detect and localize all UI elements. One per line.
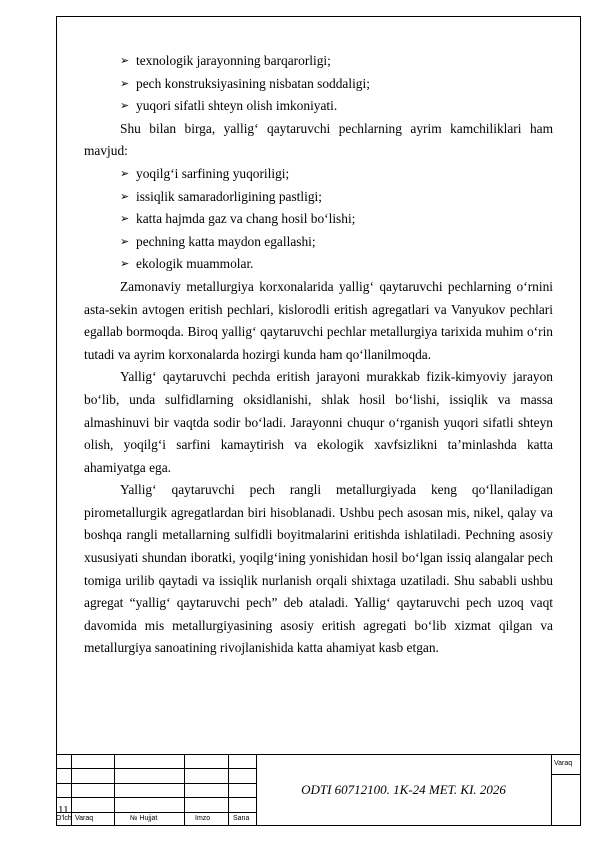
sheet-label: Varaq: [554, 760, 573, 767]
col-hujjat-label: № Hujjat: [130, 815, 158, 822]
list-item: ➢ yoqilg‘i sarfining yuqoriligi;: [84, 163, 553, 186]
paragraph: Shu bilan birga, yallig‘ qaytaruvchi pechlarning ayrim kamchiliklari ham mavjud:: [84, 120, 553, 159]
sheet-number: 11: [58, 804, 69, 816]
paragraph: Yallig‘ qaytaruvchi pechda eritish jarayoni murakkab fizik-kimyoviy jarayon bo‘lib, unda sulfidlarning oksidlanishi, shlak hosil bo‘lishi, issiqlik va massa almashinuvi bir vaqtda sodir bo‘ladi. Jarayonni chuqur o‘rganish yuqori sifatli shteyn olish, yoqilg‘i sarfini kamaytirish va ekologik xavfsizlikni ta’minlashda katta ahamiyatga ega.: [84, 369, 553, 475]
arrow-bullet-icon: ➢: [120, 235, 130, 248]
list-item: ➢ texnologik jarayonning barqarorligi;: [84, 50, 553, 73]
arrow-bullet-icon: ➢: [120, 190, 130, 203]
col-olch-label: O'lch: [56, 815, 72, 822]
paragraph: Zamonaviy metallurgiya korxonalarida yallig‘ qaytaruvchi pechlarning o‘rnini asta-sekin avtogen eritish pechlari, kislorodli eritish agregatlari va Vanyukov pechlari egallab bormoqda. Biroq yallig‘ qaytaruvchi pechlar metallurgiya tarixida muhim o‘rin tutadi va ayrim korxonalarda hozirgi kunda ham qo‘llanilmoqda.: [84, 278, 553, 362]
list-item: ➢ katta hajmda gaz va chang hosil bo‘lishi;: [84, 208, 553, 231]
col-varaq-label: Varaq: [75, 815, 94, 822]
list-item: ➢ pechning katta maydon egallashi;: [84, 231, 553, 254]
list-item: ➢ issiqlik samaradorligining pastligi;: [84, 186, 553, 209]
arrow-bullet-icon: ➢: [120, 258, 130, 271]
arrow-bullet-icon: ➢: [120, 100, 130, 113]
col-sana-label: Sana: [233, 815, 250, 822]
col-imzo-label: Imzo: [195, 815, 211, 822]
arrow-bullet-icon: ➢: [120, 167, 130, 180]
disadvantages-list: [84, 163, 553, 276]
arrow-bullet-icon: ➢: [120, 213, 130, 226]
arrow-bullet-icon: ➢: [120, 77, 130, 90]
paragraph: Yallig‘ qaytaruvchi pech rangli metallurgiyada keng qo‘llaniladigan pirometallurgik agregatlardan biri hisoblanadi. Ushbu pech asosan mis, nikel, qalay va boshqa rangli metallarning sulfidli boyitmalarini eritishda ishlatiladi. Pechning asosiy xususiyati shundan iboratki, yoqilg‘ining yonishidan hosil bo‘lgan issiq alangalar pech tomiga urilib qaytadi va issiqlik nurlanish orqali shixtaga uzatiladi. Shu sababli ushbu agregat “yallig‘ qaytaruvchi pech” deb ataladi. Yallig‘ qaytaruvchi pech uzoq vaqt davomida mis metallurgiyasining asosiy eritish agregati bo‘lib xizmat qilgan va metallurgiya sanoatining rivojlanishida katta ahamiyat kasb etgan.: [84, 482, 553, 656]
document-body: [84, 50, 553, 660]
title-block: [56, 754, 581, 826]
list-item: ➢ yuqori sifatli shteyn olish imkoniyati.: [84, 95, 553, 118]
list-item: ➢ ekologik muammolar.: [84, 253, 553, 276]
list-item: ➢ pech konstruksiyasining nisbatan soddaligi;: [84, 73, 553, 96]
document-code: ODTI 60712100. 1K-24 MET. KI. 2026: [301, 782, 506, 797]
arrow-bullet-icon: ➢: [120, 55, 130, 67]
advantages-list: [84, 50, 553, 118]
